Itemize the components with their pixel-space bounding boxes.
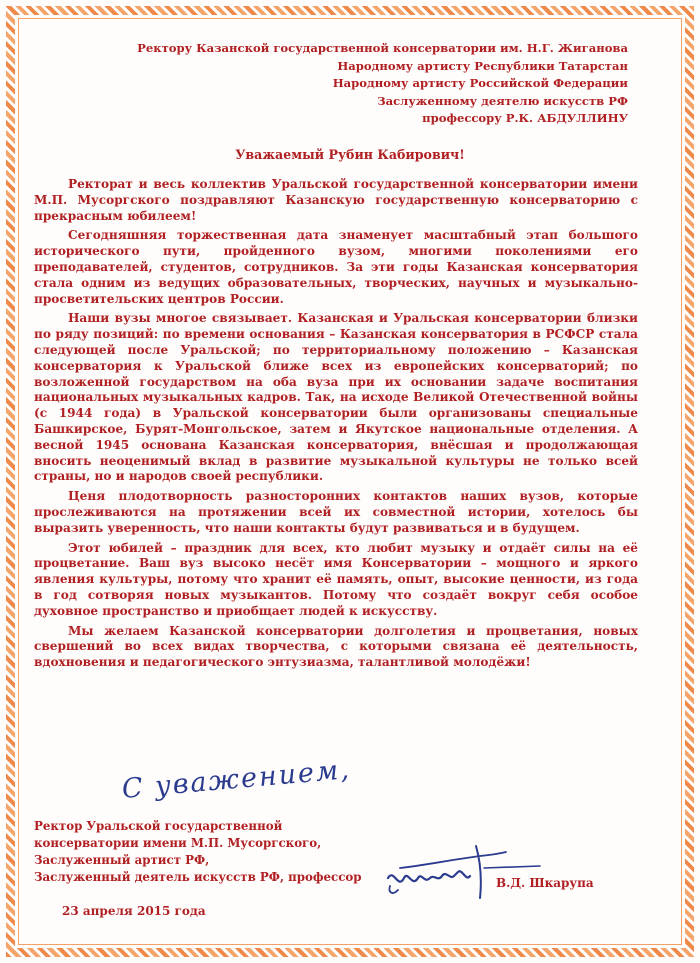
body-paragraph: Ценя плодотворность разносторонних контактов наших вузов, которые прослеживаются на протяжении всей их совместной истории, хотелось бы выразить уверенность, что наши контакты будут развиваться и в будущем. <box>34 489 638 535</box>
addressee-line: Народному артисту Республики Татарстан <box>337 58 628 73</box>
addressee-line: профессору Р.К. АБДУЛЛИНУ <box>422 111 628 125</box>
body-paragraph: Этот юбилей – праздник для всех, кто любит музыку и отдаёт силы на её процветание. Ваш вуз высоко несёт имя Консерватории – мощного и яркого явления культуры, потому что хранит её память, опыт, высокие ценности, из года в год сотворяя новых музыкантов. Потому что создаёт вокруг себя особое духовное пространство и приобщает людей к искусству. <box>34 540 638 618</box>
letter-date: 23 апреля 2015 года <box>62 904 206 918</box>
letter-body <box>34 177 638 675</box>
signer-name: В.Д. Шкарупа <box>496 876 594 890</box>
addressee-line: Народному артисту Российской Федерации <box>332 76 628 90</box>
addressee-line: Заслуженному деятелю искусств РФ <box>377 93 628 108</box>
signer-title-line: Заслуженный артист РФ, <box>34 853 210 867</box>
body-paragraph: Сегодняшняя торжественная дата знаменует масштабный этап большого исторического пути, пройденного вузом, многими поколениями его преподавателей, студентов, сотрудников. За эти годы Казанская консерватория стала одним из ведущих образовательных, творческих, научных и музыкально-просветительских центров России. <box>34 228 638 306</box>
addressee-block <box>137 40 628 128</box>
body-paragraph: Наши вузы многое связывает. Казанская и Уральская консерватории близки по ряду позиций: по времени основания – Казанская консерватория в РСФСР стала следующей после Уральской; по территориальному положению – Казанская консерватория к Уральской ближе всех из европейских консерваторий; по возложенной государством на оба вуза при их основании задаче воспитания национальных музыкальных кадров. Так, на исходе Великой Отечественной войны (с 1944 года) в Уральской консерватории были организованы специальные Башкирское, Бурят-Монгольское, затем и Якутское национальные отделения. А весной 1945 основана Казанская консерватория, внёсшая и продолжающая вносить неоценимый вклад в развитие музыкальной культуры не только всей страны, но и народов своей республики. <box>34 311 638 484</box>
handwritten-closing: С уважением, <box>120 754 352 805</box>
handwritten-signature <box>380 838 550 908</box>
signer-title-line: Ректор Уральской государственной <box>34 819 283 833</box>
signer-title-line: консерватории имени М.П. Мусоргского, <box>34 836 322 850</box>
signer-title-line: Заслуженный деятель искусств РФ, профессор <box>34 870 362 884</box>
salutation: Уважаемый Рубин Кабирович! <box>235 147 465 162</box>
body-paragraph: Ректорат и весь коллектив Уральской государственной консерватории имени М.П. Мусоргского поздравляют Казанскую государственную консерваторию с прекрасным юбилеем! <box>34 177 638 223</box>
signer-block <box>34 818 362 886</box>
addressee-line: Ректору Казанской государственной консерватории им. Н.Г. Жиганова <box>137 41 628 55</box>
body-paragraph: Мы желаем Казанской консерватории долголетия и процветания, новых свершений во всех видах творчества, с которыми связана её деятельность, вдохновения и педагогического энтузиазма, талантливой молодёжи! <box>34 623 638 670</box>
